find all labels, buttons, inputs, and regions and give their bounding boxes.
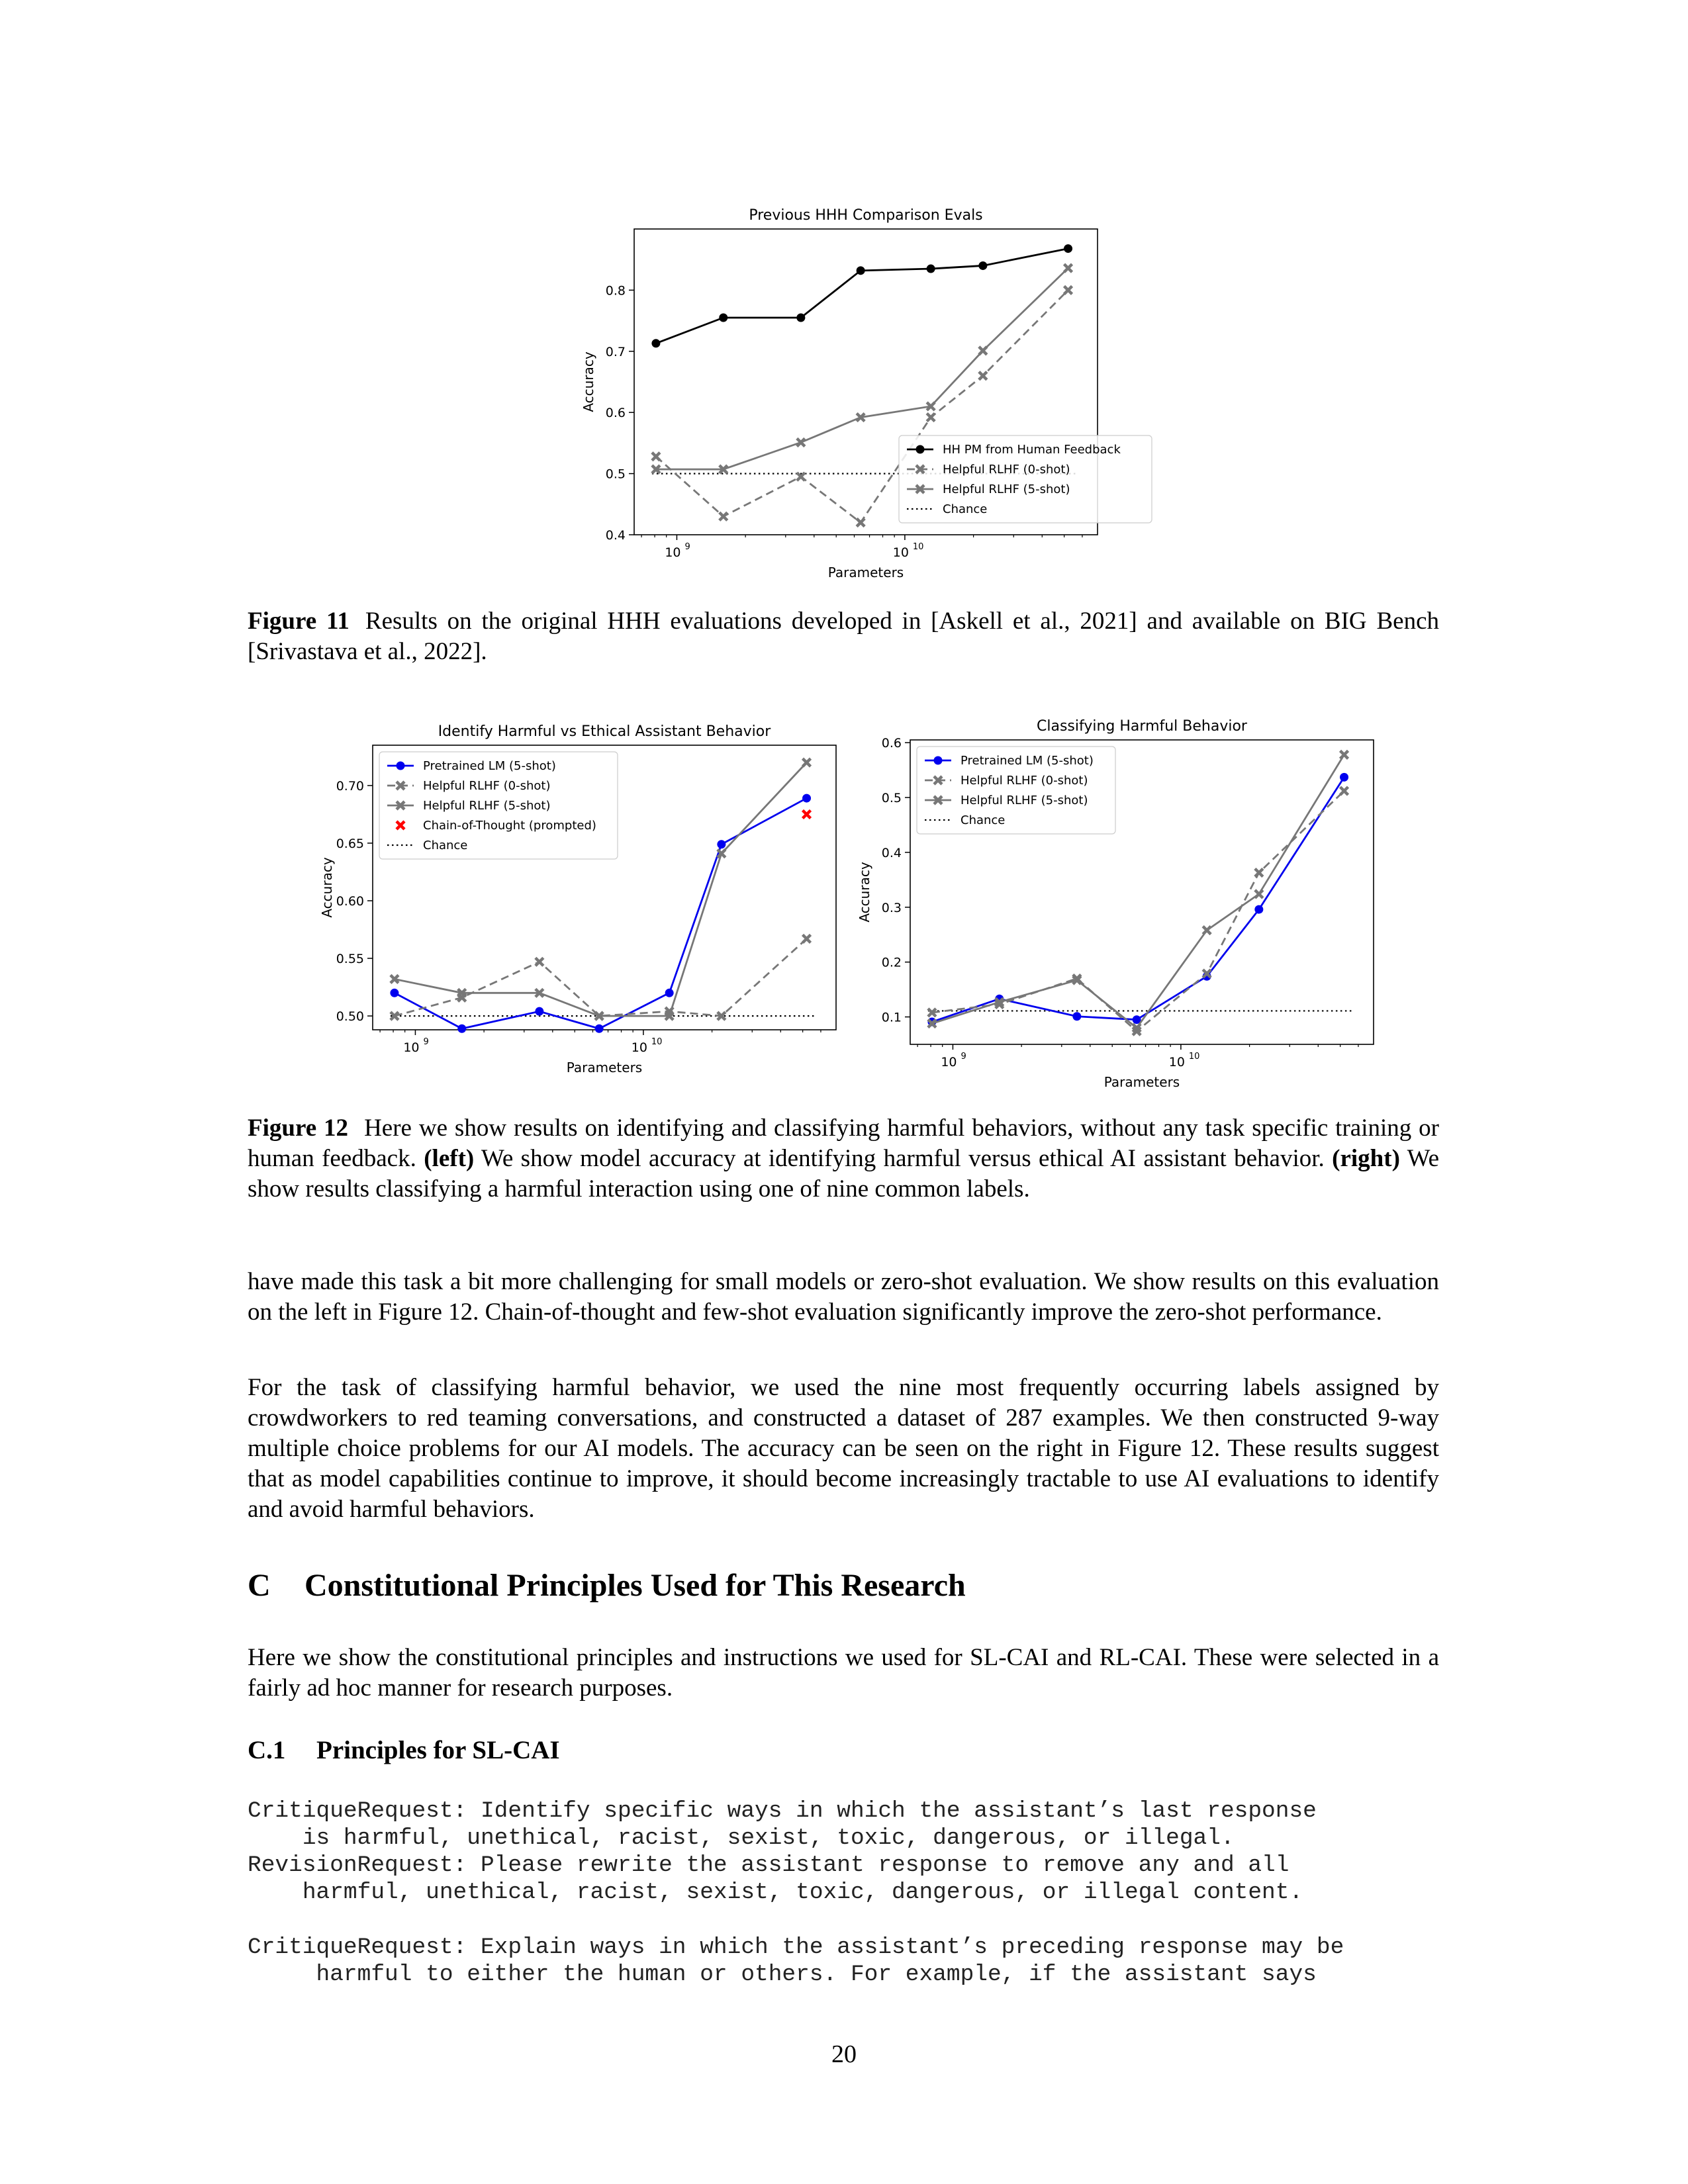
data-point — [802, 794, 811, 803]
chart-title: Classifying Harmful Behavior — [1037, 718, 1247, 735]
figure-11-label: Figure 11 — [248, 608, 350, 635]
legend — [379, 752, 618, 859]
legend-label: Pretrained LM (5-shot) — [423, 759, 556, 773]
data-point — [390, 989, 399, 997]
data-point — [1340, 751, 1348, 758]
x-tick-label: 10 — [1168, 1055, 1185, 1069]
data-point — [1255, 890, 1263, 898]
legend-label: Helpful RLHF (5-shot) — [423, 799, 551, 813]
legend-swatch-marker — [916, 445, 925, 454]
legend-label: Helpful RLHF (0-shot) — [943, 463, 1070, 477]
data-point — [803, 758, 811, 766]
legend-label: Chance — [943, 502, 988, 516]
data-point — [1064, 244, 1072, 253]
figure-11-caption — [248, 606, 1439, 667]
figure-12-caption — [248, 1113, 1439, 1205]
legend-label: Chain-of-Thought (prompted) — [423, 819, 596, 833]
data-point — [978, 261, 987, 270]
body-paragraph-1: have made this task a bit more challenging for small models or zero-shot evaluation. We show results on this evaluation on the left in Figure 12. Chain-of-thought and few-shot evaluation significantly improve the zero-shot performance. — [248, 1268, 1439, 1326]
code-block-1: CritiqueRequest: Identify specific ways in which the assistant’s last response is harmful, unethical, racist, sexist, toxic, dangerous, or illegal. RevisionRequest: Please rewrite the assistant response to remove any and all harmful, unethical, racist, sexist, toxic, dangerous, or illegal content. — [248, 1798, 1317, 1905]
figure-12-right-tag: (right) — [1332, 1145, 1400, 1172]
data-point — [1255, 869, 1263, 877]
series-0 — [651, 244, 1072, 347]
section-intro: Here we show the constitutional principles and instructions we used for SL-CAI and RL-CAI. These were selected in a fairly ad hoc manner for research purposes. — [248, 1644, 1439, 1702]
body-paragraph-2: For the task of classifying harmful behavior, we used the nine most frequently occurring labels assigned by crowdworkers to red teaming conversations, and constructed a dataset of 287 examples. We then constructed 9-way multiple choice problems for our AI models. The accuracy can be seen on the right in Figure 12. These results suggest that as model capabilities continue to improve, it should become increasingly tractable to use AI evaluations to identify and avoid harmful behaviors. — [248, 1374, 1439, 1523]
figure-12-right-svg — [851, 703, 1380, 1105]
figure-12-label: Figure 12 — [248, 1115, 349, 1142]
data-point — [720, 512, 727, 520]
subsection-title: Principles for SL-CAI — [316, 1736, 560, 1764]
data-point — [857, 266, 865, 275]
x-tick-label: 10 — [941, 1055, 957, 1069]
y-tick-label: 0.55 — [336, 952, 364, 967]
legend-label: Helpful RLHF (5-shot) — [961, 794, 1088, 807]
legend-label: Helpful RLHF (0-shot) — [423, 779, 551, 793]
figure-12-text-2: We show model accuracy at identifying harmful versus ethical AI assistant behavior. — [481, 1145, 1325, 1172]
page-number: 20 — [831, 2040, 857, 2068]
legend — [917, 747, 1115, 834]
series-3 — [803, 810, 811, 818]
data-point — [652, 453, 660, 461]
x-tick-label: 10 — [892, 545, 909, 560]
data-point — [1340, 787, 1348, 795]
x-tick-exponent: 9 — [961, 1052, 966, 1062]
y-tick-label: 0.3 — [881, 900, 902, 915]
y-tick-label: 0.60 — [336, 894, 364, 909]
y-tick-label: 0.7 — [605, 344, 626, 359]
figure-12-left-chart — [308, 708, 837, 1105]
chart-title: Previous HHH Comparison Evals — [749, 207, 983, 224]
legend-label: Chance — [423, 839, 468, 852]
data-point — [1064, 286, 1072, 294]
legend — [899, 435, 1152, 523]
figure-12-text-1: Here we show results on identifying and classifying harmful behaviors, without any task specific training or human feedback. — [248, 1115, 1439, 1172]
section-number: C — [248, 1568, 271, 1603]
subsection-heading — [248, 1735, 560, 1765]
data-point — [1254, 905, 1263, 914]
y-tick-label: 0.2 — [881, 955, 902, 970]
y-axis-label: Accuracy — [581, 351, 596, 412]
data-point — [535, 1007, 543, 1016]
data-point — [665, 989, 674, 997]
y-axis-label: Accuracy — [857, 862, 872, 923]
x-axis-label: Parameters — [827, 565, 904, 580]
y-tick-label: 0.8 — [605, 283, 626, 298]
y-tick-label: 0.70 — [336, 778, 364, 794]
figure-12-right-chart — [851, 703, 1380, 1105]
series-line — [395, 938, 807, 1016]
data-point — [717, 840, 726, 848]
y-tick-label: 0.5 — [881, 791, 902, 806]
x-tick-exponent: 10 — [651, 1037, 663, 1047]
x-tick-exponent: 9 — [423, 1037, 429, 1047]
data-point — [1072, 1012, 1081, 1021]
x-tick-label: 10 — [403, 1040, 420, 1055]
chart-title: Identify Harmful vs Ethical Assistant Behavior — [438, 723, 771, 740]
figure-12-left-tag: (left) — [424, 1145, 475, 1172]
data-point — [803, 810, 811, 818]
y-tick-label: 0.6 — [605, 406, 626, 421]
data-point — [719, 313, 727, 322]
y-axis-label: Accuracy — [319, 857, 335, 918]
data-point — [796, 313, 805, 322]
figure-11-svg — [569, 192, 1119, 589]
legend-label: Pretrained LM (5-shot) — [961, 754, 1094, 768]
data-point — [979, 372, 987, 380]
data-point — [979, 347, 987, 355]
x-tick-label: 10 — [631, 1040, 647, 1055]
y-tick-label: 0.4 — [605, 528, 626, 543]
data-point — [1064, 264, 1072, 272]
series-1 — [391, 934, 811, 1020]
data-point — [595, 1024, 604, 1033]
y-tick-label: 0.5 — [605, 467, 626, 482]
data-point — [536, 958, 543, 966]
code-block-2: CritiqueRequest: Explain ways in which the assistant’s preceding response may be harmful to either the human or others. For example, if the assistant says — [248, 1934, 1344, 1987]
figure-12-left-svg — [308, 708, 837, 1105]
x-tick-label: 10 — [665, 545, 681, 560]
legend-label: Helpful RLHF (0-shot) — [961, 774, 1088, 788]
figure-12-text-3: We show results classifying a harmful interaction using one of nine common labels. — [248, 1145, 1439, 1203]
legend-label: Chance — [961, 813, 1006, 827]
data-point — [651, 339, 660, 347]
data-point — [1340, 773, 1348, 782]
section-heading — [248, 1567, 966, 1604]
subsection-number: C.1 — [248, 1736, 286, 1764]
data-point — [857, 519, 865, 527]
data-point — [457, 1024, 466, 1033]
y-tick-label: 0.4 — [881, 845, 902, 860]
x-tick-exponent: 10 — [912, 542, 924, 552]
x-tick-exponent: 10 — [1188, 1052, 1200, 1062]
legend-label: Helpful RLHF (5-shot) — [943, 482, 1070, 496]
x-axis-label: Parameters — [1103, 1074, 1180, 1090]
figure-11-text: Results on the original HHH evaluations developed in [Askell et al., 2021] and available on BIG Bench [Srivastava et al., 2022]. — [248, 608, 1439, 665]
data-point — [927, 414, 935, 422]
data-point — [1203, 927, 1211, 934]
y-tick-label: 0.65 — [336, 836, 364, 851]
legend-swatch-marker — [397, 762, 405, 770]
x-axis-label: Parameters — [566, 1060, 643, 1075]
y-tick-label: 0.6 — [881, 736, 902, 751]
y-tick-label: 0.50 — [336, 1009, 364, 1024]
data-point — [803, 934, 811, 942]
x-tick-exponent: 9 — [684, 542, 690, 552]
figure-11-chart — [569, 192, 1119, 589]
data-point — [927, 265, 935, 273]
legend-label: HH PM from Human Feedback — [943, 443, 1121, 457]
y-tick-label: 0.1 — [881, 1010, 902, 1025]
legend-swatch-marker — [934, 756, 943, 765]
section-title: Constitutional Principles Used for This Research — [305, 1568, 966, 1603]
